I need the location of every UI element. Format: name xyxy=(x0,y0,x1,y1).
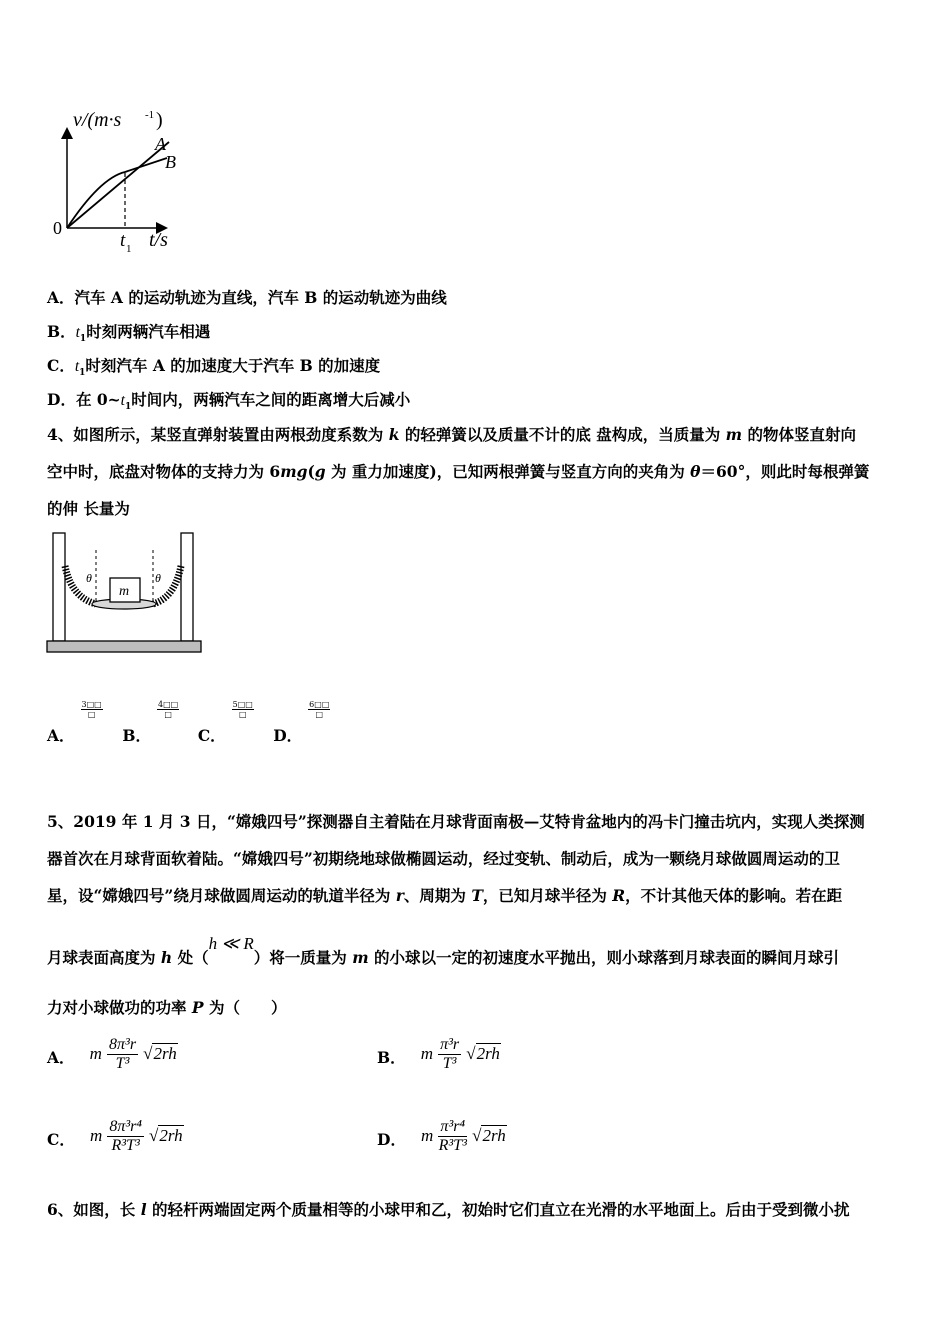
velocity-time-graph xyxy=(45,100,195,260)
curve-a-line xyxy=(67,142,169,228)
t1-sub: 1 xyxy=(126,243,132,255)
curve-b-line xyxy=(67,158,167,228)
right-post xyxy=(181,533,193,641)
q5-option-a: A． m $\frac{\text{8π³r}}{\text{T³}}$ √2rh xyxy=(47,1036,177,1072)
right-angle-label: θ xyxy=(155,571,161,585)
left-angle-label: θ xyxy=(86,571,92,585)
base-plate xyxy=(47,641,201,652)
v-axis-label: v/(m·s xyxy=(73,109,122,131)
q3-option-d: D．在 $0\sim t_1$时间内，两辆汽车之间的距离增大后减小 xyxy=(47,390,411,413)
curve-b-label: B xyxy=(165,152,176,172)
q5-line-3: 星，设“嫦娥四号”绕月球做圆周运动的轨道半径为 r、周期为 T，已知月球半径为 R，不计其他天体的影响。若在距 xyxy=(47,886,843,905)
t1-label: t xyxy=(120,230,126,251)
q5-line-2: 器首次在月球背面软着陆。“嫦娥四号”初期绕地球做椭圆运动，经过变轨、制动后，成为一颗绕月球做圆周运动的卫 xyxy=(47,849,840,868)
mass-label: m xyxy=(119,584,130,599)
q4-option-b: B． $\frac{4□□}{□}$ xyxy=(122,700,179,745)
left-post xyxy=(53,533,65,641)
q3-option-c: C．$t_1$时刻汽车 A 的加速度大于汽车 B 的加速度 xyxy=(47,356,381,379)
q5-option-c: C． m $\frac{\text{8π³r⁴}}{\text{R³T³}}$ √2rh xyxy=(47,1118,183,1154)
q3-option-b: B．$t_1$时刻两辆汽车相遇 xyxy=(47,322,211,345)
q4-line-1: 4、如图所示，某竖直弹射装置由两根劲度系数为 k 的轻弹簧以及质量不计的底 盘构成，当质量为 m 的物体竖直射向 xyxy=(47,425,856,444)
t-axis-label: t/s xyxy=(149,229,168,251)
q4-option-d: D． $\frac{6□□}{□}$ xyxy=(273,700,330,745)
q4-line-2: 空中时，底盘对物体的支持力为 6mg(g 为 重力加速度)，已知两根弹簧与竖直方向的夹角为 θ＝60°，则此时每根弹簧 xyxy=(47,462,870,481)
q5-option-d: D． m $\frac{\text{π³r⁴}}{\text{R³T³}}$ √2rh xyxy=(377,1118,506,1154)
curve-a-label: A xyxy=(155,134,166,154)
q4-options xyxy=(47,700,343,746)
v-axis-exp: -1 xyxy=(145,109,155,121)
spring-device-figure xyxy=(44,530,206,658)
q5-line-1: 5、2019 年 1 月 3 日，“嫦娥四号”探测器自主着陆在月球背面南极—艾特肯盆地内的冯卡门撞击坑内，实现人类探测 xyxy=(47,812,865,831)
q5-option-b: B． m $\frac{\text{π³r}}{\text{T³}}$ √2rh xyxy=(377,1036,500,1072)
q6-line-1: 6、如图，长 l 的轻杆两端固定两个质量相等的小球甲和乙，初始时它们直立在光滑的水平地面上。后由于受到微小扰 xyxy=(47,1200,850,1219)
v-axis-close: ) xyxy=(156,109,163,131)
q5-line-5: 力对小球做功的功率 P 为（ ） xyxy=(47,998,287,1017)
q4-line-3: 的伸 长量为 xyxy=(47,499,130,518)
q3-option-a: A．汽车 A 的运动轨迹为直线，汽车 B 的运动轨迹为曲线 xyxy=(47,288,447,307)
q4-option-a: A． $\frac{3□□}{□}$ xyxy=(47,700,102,745)
origin-label: 0 xyxy=(53,218,62,238)
q5-line-4: 月球表面高度为 h 处（h ≪ R）将一质量为 m 的小球以一定的初速度水平抛出，则小球落到月球表面的瞬间月球引 xyxy=(47,934,839,967)
q4-option-c: C． $\frac{5□□}{□}$ xyxy=(197,700,253,745)
